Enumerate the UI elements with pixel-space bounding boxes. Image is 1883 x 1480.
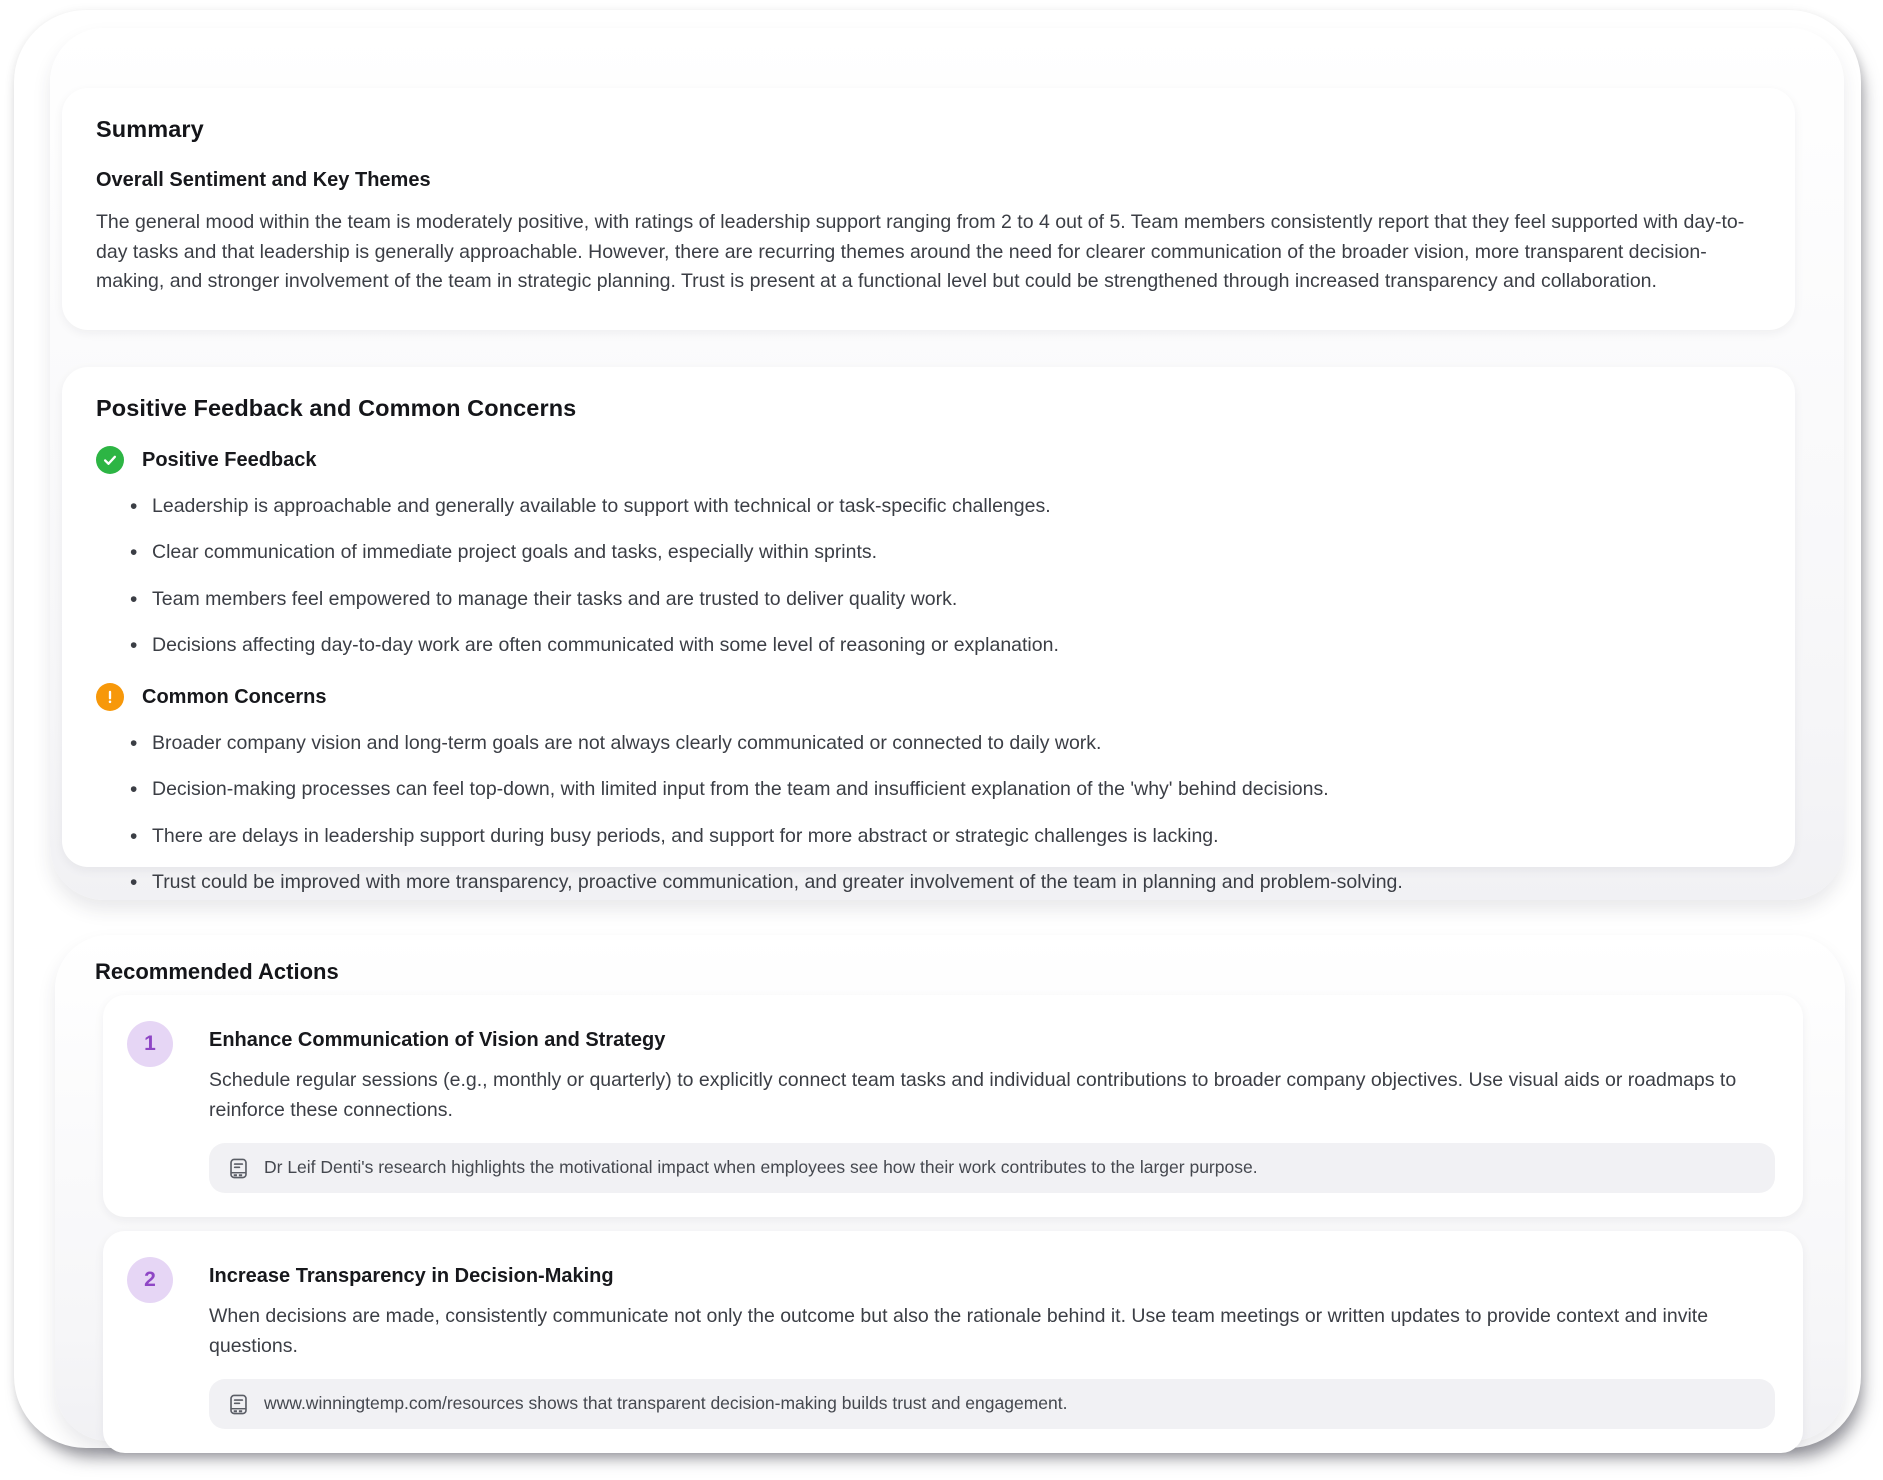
positive-feedback-list bbox=[130, 493, 1761, 659]
action-card-2 bbox=[103, 1231, 1803, 1453]
citation-text: Dr Leif Denti's research highlights the motivational impact when employees see how their work contributes to the larger purpose. bbox=[264, 1157, 1258, 1178]
list-item: • Trust could be improved with more transparency, proactive communication, and greater involvement of the team in planning and problem-solving. bbox=[130, 869, 1761, 896]
list-item: • Team members feel empowered to manage their tasks and are trusted to deliver quality work. bbox=[130, 586, 1761, 613]
list-item: • There are delays in leadership support during busy periods, and support for more abstract or strategic challenges is lacking. bbox=[130, 823, 1761, 850]
action-number-badge: 2 bbox=[127, 1257, 173, 1303]
positive-feedback-header bbox=[96, 446, 1761, 474]
journal-icon bbox=[227, 1393, 250, 1416]
list-item: • Broader company vision and long-term goals are not always clearly communicated or connected to daily work. bbox=[130, 730, 1761, 757]
feedback-card bbox=[62, 367, 1795, 894]
recommended-actions-title: Recommended Actions bbox=[95, 959, 339, 984]
summary-title: Summary bbox=[96, 116, 204, 142]
summary-card bbox=[62, 88, 1795, 330]
action-card-1 bbox=[103, 995, 1803, 1217]
summary-body-text: The general mood within the team is moderately positive, with ratings of leadership support ranging from 2 to 4 out of 5. Team members consistently report that they feel supported with day-to-day tasks and that leadership is generally approachable. However, there are recurring themes around the need for clearer communication of the broader vision, more transparent decision-making, and stronger involvement of the team in strategic planning. Trust is present at a functional level but could be strengthened through increased transparency and collaboration. bbox=[96, 211, 1745, 292]
summary-panel bbox=[50, 28, 1844, 900]
citation-pill bbox=[209, 1143, 1775, 1193]
action-title: Enhance Communication of Vision and Strategy bbox=[209, 1029, 666, 1051]
journal-icon bbox=[227, 1157, 250, 1180]
alert-circle-icon bbox=[96, 683, 124, 711]
summary-subtitle: Overall Sentiment and Key Themes bbox=[96, 169, 431, 191]
action-description: When decisions are made, consistently communicate not only the outcome but also the rationale behind it. Use team meetings or written updates to provide context and invite questions. bbox=[209, 1305, 1709, 1357]
feedback-card-title: Positive Feedback and Common Concerns bbox=[96, 395, 577, 421]
action-description: Schedule regular sessions (e.g., monthly or quarterly) to explicitly connect team tasks and individual contributions to broader company objectives. Use visual aids or roadmaps to reinforce these connections. bbox=[209, 1069, 1737, 1121]
list-item: • Leadership is approachable and generally available to support with technical or task-specific challenges. bbox=[130, 493, 1761, 520]
action-title: Increase Transparency in Decision-Making bbox=[209, 1265, 614, 1287]
action-number-badge: 1 bbox=[127, 1021, 173, 1067]
positive-feedback-label: Positive Feedback bbox=[142, 448, 317, 471]
list-item: • Clear communication of immediate project goals and tasks, especially within sprints. bbox=[130, 539, 1761, 566]
common-concerns-list bbox=[130, 730, 1761, 896]
list-item: • Decision-making processes can feel top-down, with limited input from the team and insufficient explanation of the 'why' behind decisions. bbox=[130, 776, 1761, 803]
recommended-actions-panel bbox=[55, 935, 1845, 1441]
citation-pill bbox=[209, 1379, 1775, 1429]
common-concerns-header bbox=[96, 683, 1761, 711]
common-concerns-label: Common Concerns bbox=[142, 685, 327, 708]
check-circle-icon bbox=[96, 446, 124, 474]
citation-text: www.winningtemp.com/resources shows that transparent decision-making builds trust and engagement. bbox=[264, 1393, 1068, 1414]
list-item: • Decisions affecting day-to-day work are often communicated with some level of reasoning or explanation. bbox=[130, 632, 1761, 659]
